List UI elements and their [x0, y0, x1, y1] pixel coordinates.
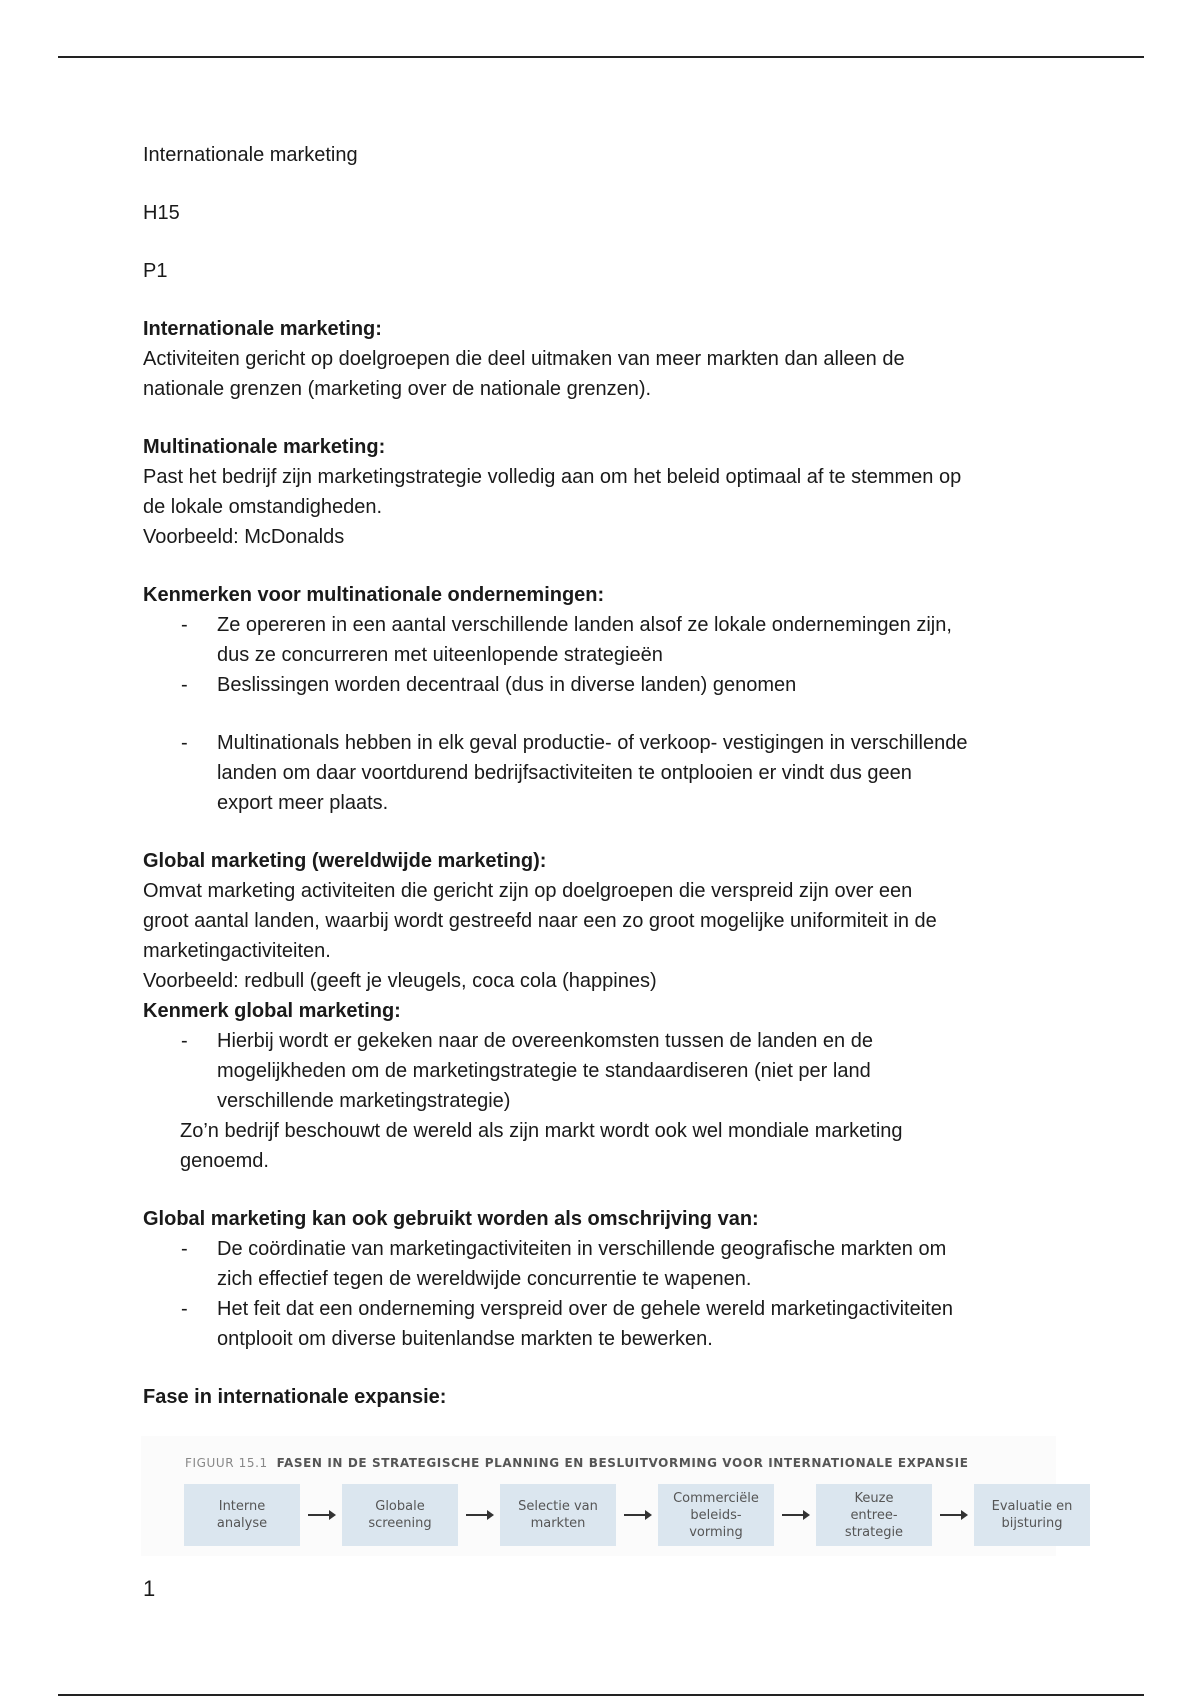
heading-internationale-marketing: Internationale marketing: [143, 318, 382, 340]
text-line: de lokale omstandigheden. [143, 496, 383, 518]
heading-omschrijving: Global marketing kan ook gebruikt worden als omschrijving van: [143, 1208, 759, 1230]
list-item: - Het feit dat een onderneming verspreid over de gehele wereld marketingactiviteiten ontplooit om diverse buitenlandse markten te bewerken. [143, 1294, 1073, 1354]
text-line: nationale grenzen (marketing over de nationale grenzen). [143, 378, 652, 400]
phase-box-beleidsvorming: Commerciële beleids- vorming [658, 1484, 774, 1546]
text-line: groot aantal landen, waarbij wordt gestreefd naar een zo groot mogelijke uniformiteit in de [143, 910, 937, 932]
list-item: - Hierbij wordt er gekeken naar de overeenkomsten tussen de landen en de mogelijkheden om de marketingstrategie te standaardiseren (niet per land verschillende marketingstrategie) [143, 1026, 1073, 1116]
arrow-right-icon [782, 1514, 808, 1516]
text-line: Omvat marketing activiteiten die gericht zijn op doelgroepen die verspreid zijn over een [143, 880, 913, 902]
arrow-right-icon [466, 1514, 492, 1516]
text-line: Activiteiten gericht op doelgroepen die deel uitmaken van meer markten dan alleen de [143, 348, 905, 370]
phase-box-globale-screening: Globale screening [342, 1484, 458, 1546]
text-line: Past het bedrijf zijn marketingstrategie volledig aan om het beleid optimaal af te stemmen op [143, 466, 962, 488]
list-item: - Multinationals hebben in elk geval productie- of verkoop- vestigingen in verschillende landen om daar voortdurend bedrijfsactiviteiten te ontplooien er vindt dus geen export meer plaats. [143, 728, 1073, 818]
footer-rule [58, 1694, 1144, 1696]
chapter-label: H15 [143, 202, 180, 224]
heading-multinationale-marketing: Multinationale marketing: [143, 436, 386, 458]
page-number: 1 [143, 1576, 156, 1601]
phase-flow [184, 1484, 1090, 1546]
document-page [143, 140, 1073, 1604]
text-line: marketingactiviteiten. [143, 940, 331, 962]
arrow-right-icon [308, 1514, 334, 1516]
list-item: - Beslissingen worden decentraal (dus in diverse landen) genomen [143, 670, 1073, 700]
figure-caption [185, 1448, 969, 1478]
kenmerken-list [143, 610, 1073, 818]
note-line: Zo’n bedrijf beschouwt de wereld als zijn markt wordt ook wel mondiale marketing [180, 1120, 903, 1142]
list-item: - Ze opereren in een aantal verschillende landen alsof ze lokale ondernemingen zijn, dus ze concurreren met uiteenlopende strategieën [143, 610, 1073, 670]
heading-kenmerk-global: Kenmerk global marketing: [143, 1000, 401, 1022]
kenmerk-global-list [143, 1026, 1073, 1116]
heading-fase: Fase in internationale expansie: [143, 1386, 447, 1408]
document-title: Internationale marketing [143, 144, 358, 166]
list-item: - De coördinatie van marketingactiviteiten in verschillende geografische markten om zich effectief tegen de wereldwijde concurrentie te wapenen. [143, 1234, 1073, 1294]
phase-box-selectie-markten: Selectie van markten [500, 1484, 616, 1546]
arrow-right-icon [624, 1514, 650, 1516]
header-rule [58, 56, 1144, 58]
phase-box-evaluatie: Evaluatie en bijsturing [974, 1484, 1090, 1546]
phase-box-interne-analyse: Interne analyse [184, 1484, 300, 1546]
note-line: genoemd. [180, 1150, 269, 1172]
example-line: Voorbeeld: McDonalds [143, 526, 345, 548]
figure-title: FASEN IN DE STRATEGISCHE PLANNING EN BESLUITVORMING VOOR INTERNATIONALE EXPANSIE [276, 1456, 969, 1470]
arrow-right-icon [940, 1514, 966, 1516]
phase-box-entreestrategie: Keuze entree- strategie [816, 1484, 932, 1546]
figure-number: FIGUUR 15.1 [185, 1456, 268, 1470]
heading-global-marketing: Global marketing (wereldwijde marketing): [143, 850, 547, 872]
expansion-phases-figure [141, 1436, 1073, 1556]
heading-kenmerken: Kenmerken voor multinationale ondernemingen: [143, 584, 605, 606]
paragraph-label: P1 [143, 260, 168, 282]
omschrijving-list [143, 1234, 1073, 1354]
example-line: Voorbeeld: redbull (geeft je vleugels, coca cola (happines) [143, 970, 657, 992]
